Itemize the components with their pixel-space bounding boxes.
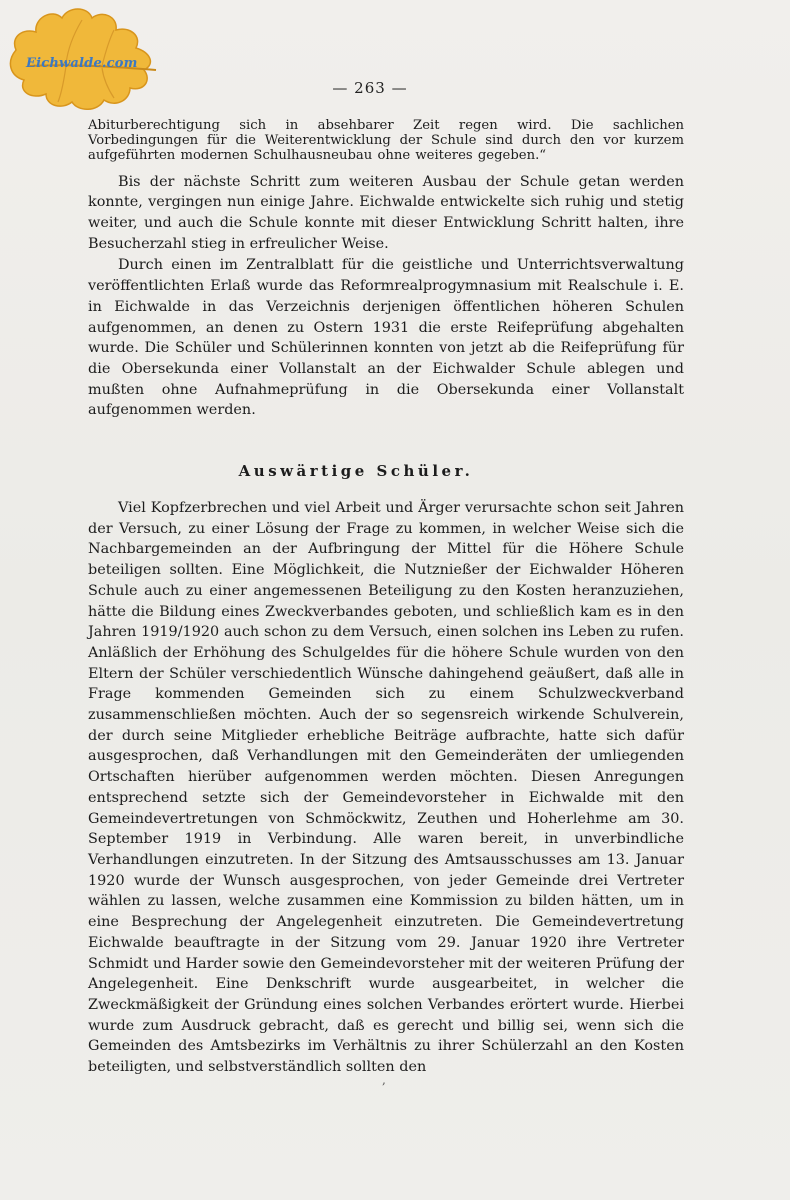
paragraph: Viel Kopfzerbrechen und viel Arbeit und Ärger verursachte schon seit Jahren der Versuch, zu einer Lösung der Frage zu kommen, in welcher Weise sich die Nachbargemeinden an der Aufbringung der Mittel für die Höhere Schule beteiligen sollten. Eine Möglichkeit, die Nutznießer der Eichwalder Höheren Schule auch zu einer angemessenen Beteiligung zu den Kosten heranzuziehen, hätte die Bildung eines Zweckverbandes geboten, und schließlich kam es in den Jahren 1919/1920 auch schon zu dem Versuch, einen solchen ins Leben zu rufen. Anläßlich der Erhöhung des Schulgeldes für die höhere Schule wurden von den Eltern der Schüler verschiedentlich Wünsche dahingehend geäußert, daß alle in Frage kommenden Gemeinden sich zu einem Schulzweckverband zusammenschließen möchten. Auch der so segensreich wirkende Schulverein, der durch seine Mitglieder erhebliche Beiträge aufbrachte, hatte sich dafür ausgesprochen, daß Verhandlungen mit den Gemeinderäten der umliegenden Ortschaften hierüber aufgenommen werden möchten. Diesen Anregungen entsprechend setzte sich der Gemeindevorsteher in Eichwalde mit den Gemeindevertretungen von Schmöckwitz, Zeuthen und Hoherlehme am 30. September 1919 in Verbindung. Alle waren bereit, in unverbindliche Verhandlungen einzutreten. In der Sitzung des Amtsausschusses am 13. Januar 1920 wurde der Wunsch ausgesprochen, von jeder Gemeinde drei Vertreter wählen zu lassen, welche zusammen eine Kommission zu bilden hätten, um in eine Besprechung der Angelegenheit einzutreten. Die Gemeindevertretung Eichwalde beauftragte in der Sitzung vom 29. Januar 1920 ihre Vertreter Schmidt und Harder sowie den Gemeindevorsteher mit der weiteren Prüfung der Angelegenheit. Eine Denkschrift wurde ausgearbeitet, in welcher die Zweckmäßigkeit der Gründung eines solchen Verbandes erörtert wurde. Hierbei wurde zum Ausdruck gebracht, daß es gerecht und billig sei, wenn sich die Gemeinden des Amtsbezirks im Verhältnis zu ihrer Schülerzahl an den Kosten beteiligten, und selbstverständlich sollten den [88,500,684,1076]
page-number: — 263 — [332,79,408,97]
quote-block: Abiturberechtigung sich in absehbarer Zeit regen wird. Die sachlichen Vorbedingungen für die Weiterentwicklung der Schule sind durch den vor kurzem aufgeführten modernen Schulhausneubau ohne weiteres gegeben.“ [88,118,684,164]
eichwalde-logo[interactable] [6,6,158,114]
page-body [88,118,684,1078]
section-heading: Auswärtige Schüler. [238,462,474,481]
paragraph: Durch einen im Zentralblatt für die geistliche und Unterrichtsverwaltung veröffentlichten Erlaß wurde das Reformrealprogymnasium mit Realschule i. E. in Eichwalde in das Verzeichnis derjenigen öffentlichen höheren Schulen aufgenommen, an denen zu Ostern 1931 die erste Reifeprüfung abgehalten wurde. Die Schüler und Schülerinnen konnten von jetzt ab die Reifeprüfung für die Obersekunda einer Vollanstalt an der Eichwalder Schule ablegen und mußten ohne Aufnahmeprüfung in die Obersekunda einer Vollanstalt aufgenommen werden. [88,257,684,419]
paragraph: Bis der nächste Schritt zum weiteren Ausbau der Schule getan werden konnte, vergingen nun einige Jahre. Eichwalde entwickelte sich ruhig und stetig weiter, und auch die Schule konnte mit dieser Entwicklung Schritt halten, ihre Besucherzahl stieg in erfreulicher Weise. [88,173,684,252]
stray-mark: , [382,1073,386,1087]
logo-text: Eichwalde.com [26,56,138,71]
